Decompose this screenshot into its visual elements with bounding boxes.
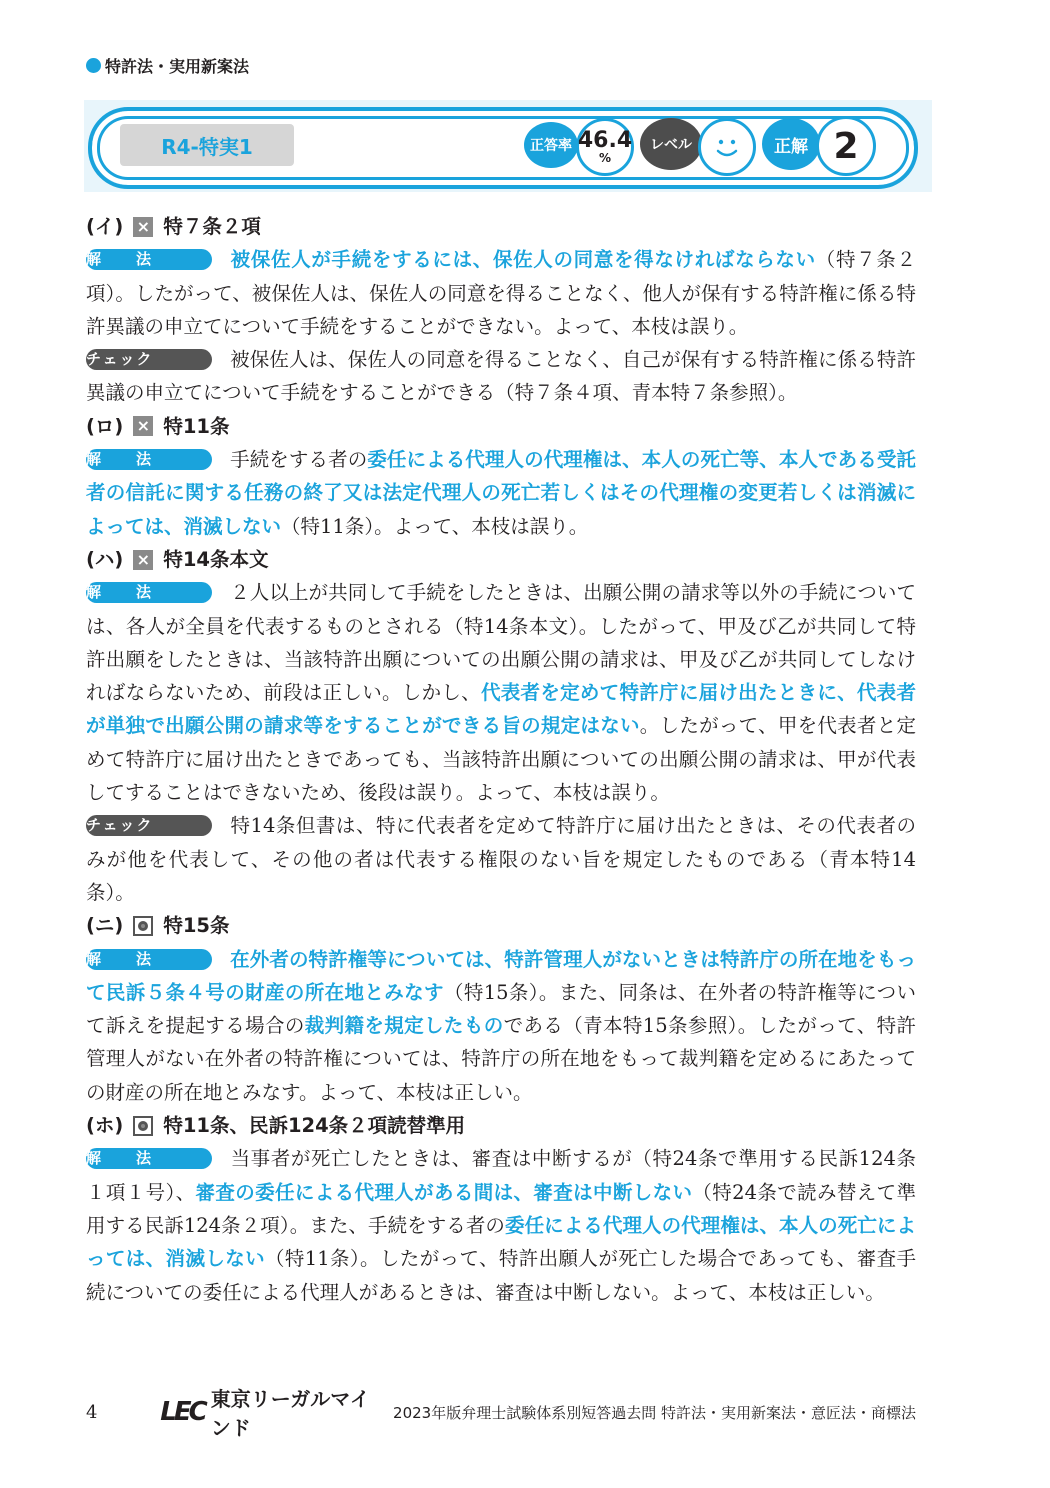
explanation-paragraph xyxy=(86,243,916,343)
page-number: 4 xyxy=(86,1401,98,1423)
bullet-dot-icon xyxy=(86,58,101,73)
key-point: 審査の委任による代理人がある間は、審査は中断しない xyxy=(195,1180,693,1204)
body-text: （特７条２項）。したがって、被保佐人は、保佐人の同意を得ることなく、他人が保有する特許権に係る特許異議の申立てについて手続をすることができない。よって、本枝は誤り。 xyxy=(86,248,916,338)
body-text: ２人以上が共同して手続をしたときは、出願公開の請求等以外の手続については、各人が全員を代表するものとされる（特14条本文）。したがって、甲及び乙が共同して特許出願をしたときは、当該特許出願についての出願公開の請求は、甲及び乙が共同してしなければならないため、前段は正しい。しかし、 xyxy=(86,581,916,705)
item-heading xyxy=(86,210,916,243)
publisher-logo xyxy=(160,1383,381,1441)
explanation-body xyxy=(86,210,916,1309)
item-title: 特15条 xyxy=(163,914,230,938)
body-text: （特11条）。よって、本枝は誤り。 xyxy=(281,514,589,538)
section-title: 特許法・実用新案法 xyxy=(105,57,250,76)
item-number: (イ) xyxy=(86,215,124,238)
item-title: 特７条２項 xyxy=(163,215,261,238)
body-text: である（青本特15条参照）。したがって、特許管理人がない在外者の特許権については、特許庁の所在地をもって裁判籍を定めるにあたっての財産の所在地とみなす。よって、本枝は正しい。 xyxy=(86,1014,916,1104)
item-heading xyxy=(86,909,916,942)
book-title: 2023年版弁理士試験体系別短答過去問 特許法・実用新案法・意匠法・商標法 xyxy=(393,1403,916,1422)
check-label: チェック xyxy=(86,815,212,836)
kaihou-label: 解 法 xyxy=(86,449,212,470)
body-text: （特11条）。したがって、特許出願人が死亡した場合であっても、審査手続についての委任による代理人があるときは、審査は中断しない。よって、本枝は正しい。 xyxy=(86,1247,916,1304)
body-text: 被保佐人は、保佐人の同意を得ることなく、自己が保有する特許権に係る特許異議の申立てについて手続をすることができる（特７条４項、青本特７条参照）。 xyxy=(86,348,916,405)
question-id: R4-特実1 xyxy=(120,124,294,166)
answer-value: 2 xyxy=(816,116,876,176)
check-paragraph xyxy=(86,343,916,410)
kaihou-label: 解 法 xyxy=(86,949,212,970)
kaihou-label: 解 法 xyxy=(86,249,212,270)
key-point: 代表者を定めて特許庁に届け出たときに、代表者が単独で出願公開の請求等をすることができる旨の規定はない xyxy=(86,681,916,738)
kaihou-label: 解 法 xyxy=(86,582,212,603)
key-point: 委任による代理人の代理権は、本人の死亡によっては、消滅しない xyxy=(86,1213,916,1271)
item-title: 特14条本文 xyxy=(163,547,269,571)
incorrect-mark-icon: × xyxy=(133,550,153,570)
key-point: 被保佐人が手続をするには、保佐人の同意を得なければならない xyxy=(230,248,816,272)
page-footer xyxy=(86,1387,916,1440)
body-text: （特24条で読み替えて準用する民訴124条２項）。また、手続をする者の xyxy=(86,1180,916,1237)
incorrect-mark-icon: × xyxy=(133,416,153,436)
explanation-paragraph xyxy=(86,943,916,1109)
answer-label: 正解 xyxy=(762,118,820,170)
level-label: レベル xyxy=(640,118,702,170)
accuracy-badge xyxy=(576,118,634,176)
section-header xyxy=(86,54,249,77)
body-text: 。したがって、甲を代表者と定めて特許庁に届け出たときであっても、当該特許出願についての出願公開の請求は、甲が代表してすることはできないため、後段は誤り。よって、本枝は誤り。 xyxy=(86,714,916,805)
check-label: チェック xyxy=(86,349,212,370)
explanation-paragraph xyxy=(86,576,916,809)
item-heading xyxy=(86,543,916,576)
explanation-paragraph xyxy=(86,1142,916,1308)
item-heading xyxy=(86,410,916,443)
body-text: 当事者が死亡したときは、審査は中断するが（特24条で準用する民訴124条１項１号）、 xyxy=(86,1147,916,1204)
body-text: （特15条）。また、同条は、在外者の特許権等について訴えを提起する場合の xyxy=(86,980,916,1038)
lec-logo-mark: LEC xyxy=(160,1397,205,1427)
item-heading xyxy=(86,1109,916,1142)
accuracy-value: 46.4 xyxy=(577,128,633,153)
incorrect-mark-icon: × xyxy=(133,217,153,237)
key-point: 在外者の特許権等については、特許管理人がないときは特許庁の所在地をもって民訴５条４号の財産の所在地とみなす xyxy=(86,947,916,1004)
smiley-icon-graphic xyxy=(707,127,747,167)
smiley-icon xyxy=(698,118,756,176)
check-paragraph xyxy=(86,809,916,909)
item-title: 特11条、民訴124条２項読替準用 xyxy=(163,1114,466,1138)
key-point: 委任による代理人の代理権は、本人の死亡等、本人である受託者の信託に関する任務の終了又は法定代理人の死亡若しくはその代理権の変更若しくは消滅によっては、消滅しない xyxy=(86,448,916,538)
body-text: 特14条但書は、特に代表者を定めて特許庁に届け出たときは、その代表者のみが他を代表して、その他の者は代表する権限のない旨を規定したものである（青本特14条）。 xyxy=(86,814,916,904)
item-number: (ニ) xyxy=(86,914,124,938)
correct-mark-icon xyxy=(133,916,153,936)
key-point: 裁判籍を規定したもの xyxy=(304,1014,504,1038)
explanation-paragraph xyxy=(86,443,916,543)
correct-mark-icon xyxy=(133,1116,153,1136)
accuracy-unit: % xyxy=(598,151,612,165)
item-number: (ホ) xyxy=(86,1114,124,1138)
item-number: (ロ) xyxy=(86,414,124,438)
item-title: 特11条 xyxy=(163,414,230,438)
body-text: 手続をする者の xyxy=(230,448,368,472)
kaihou-label: 解 法 xyxy=(86,1148,212,1169)
item-number: (ハ) xyxy=(86,547,124,571)
publisher-name: 東京リーガルマインド xyxy=(210,1387,370,1440)
accuracy-label: 正答率 xyxy=(524,122,578,168)
